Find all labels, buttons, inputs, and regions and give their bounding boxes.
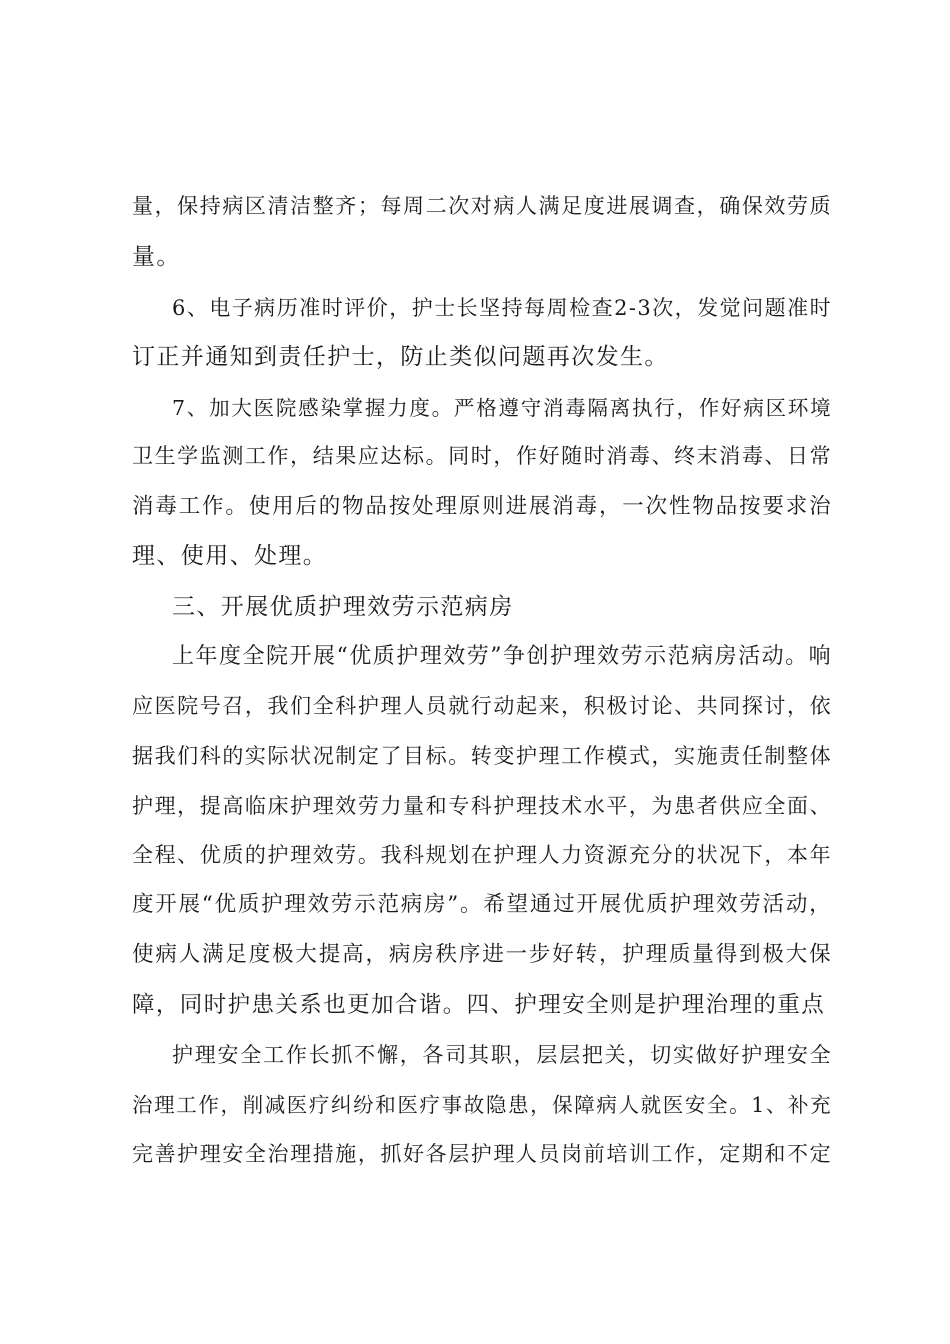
text-line: 量。 [132,244,181,270]
text-line: 应医院号召，我们全科护理人员就行动起来，积极讨论、共同探讨，依 [132,694,832,718]
text-line: 7、加大医院感染掌握力度。严格遵守消毒隔离执行，作好病区环境 [172,396,832,420]
text-line: 全程、优质的护理效劳。我科规划在护理人力资源充分的状况下，本年 [132,843,832,867]
text-line: 量，保持病区清洁整齐；每周二次对病人满足度进展调查，确保效劳质 [132,194,832,218]
text-line: 障，同时护患关系也更加合谐。四、护理安全则是护理治理的重点 [132,992,826,1018]
text-line: 使病人满足度极大提高，病房秩序进一步好转，护理质量得到极大保 [132,942,832,967]
text-line: 订正并通知到责任护士，防止类似问题再次发生。 [132,344,669,370]
text-line: 护理，提高临床护理效劳力量和专科护理技术水平，为患者供应全面、 [132,794,832,818]
text-line: 6、电子病历准时评价，护士长坚持每周检查2-3次，发觉问题准时 [172,296,832,320]
text-line: 卫生学监测工作，结果应达标。同时，作好随时消毒、终末消毒、日常 [132,444,832,468]
text-line: 度开展“优质护理效劳示范病房”。希望通过开展优质护理效劳活动， [132,892,832,917]
text-line: 护理安全工作长抓不懈，各司其职，层层把关，切实做好护理安全 [172,1043,832,1067]
text-line: 据我们科的实际状况制定了目标。转变护理工作模式，实施责任制整体 [132,744,832,768]
section-heading: 三、开展优质护理效劳示范病房 [172,594,514,620]
text-line: 完善护理安全治理措施，抓好各层护理人员岗前培训工作，定期和不定 [132,1142,832,1166]
text-line: 理、使用、处理。 [132,543,328,569]
text-line: 上年度全院开展“优质护理效劳”争创护理效劳示范病房活动。响 [172,644,832,669]
text-line: 治理工作，削减医疗纠纷和医疗事故隐患，保障病人就医安全。1、补充 [132,1093,832,1117]
text-line: 消毒工作。使用后的物品按处理原则进展消毒，一次性物品按要求治 [132,494,832,519]
